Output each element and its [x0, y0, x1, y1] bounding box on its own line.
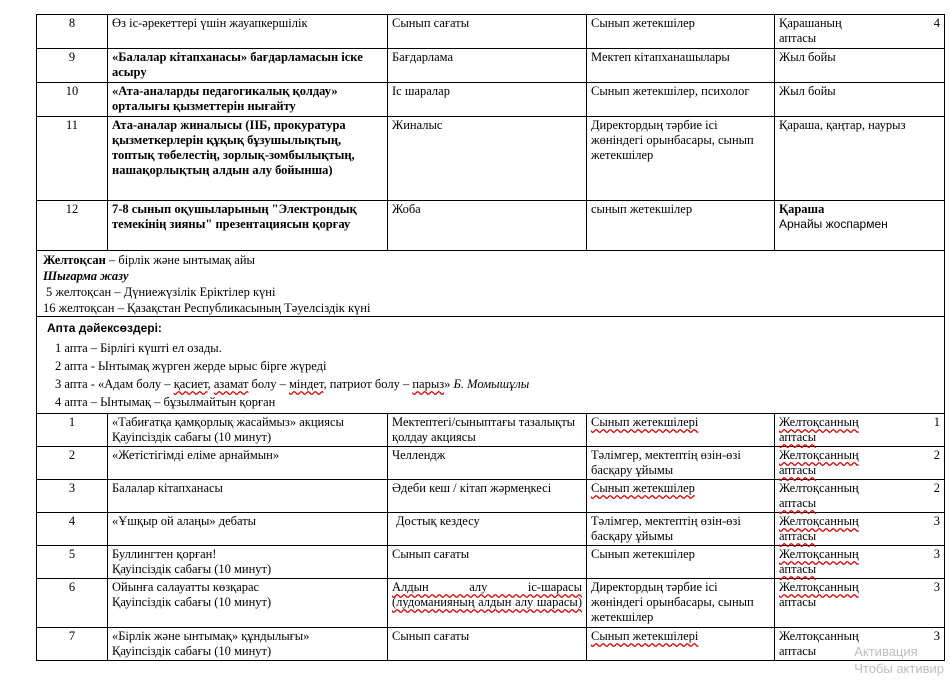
responsible-cell: Сынып жетекшілер — [587, 546, 775, 579]
table-row — [37, 546, 945, 579]
responsible-cell: сынып жетекшілер — [587, 201, 775, 251]
table-row — [37, 117, 945, 201]
table-row — [37, 49, 945, 83]
time-cell: Желтоқсанның 2 аптасы — [775, 480, 945, 513]
time-cell — [775, 15, 945, 49]
plan-table — [36, 14, 945, 661]
responsible-cell: Тәлімгер, мектептің өзін-өзі басқару ұйымы — [587, 513, 775, 546]
form-cell: Челлендж — [388, 447, 587, 480]
time-cell: Желтоқсанның 3 аптасы — [775, 579, 945, 628]
row-number: 5 — [37, 546, 108, 579]
event-cell: «Табиғатқа қамқорлық жасаймыз» акциясы Қауіпсіздік сабағы (10 минут) — [108, 414, 388, 447]
responsible-cell: Директордың тәрбие ісі жөніндегі орынбасары, сынып жетекшілер — [587, 579, 775, 628]
row-number: 4 — [37, 513, 108, 546]
activation-watermark: Активация Чтобы активир — [854, 644, 944, 676]
form-cell: Бағдарлама — [388, 49, 587, 83]
time-month: Қарашаның — [779, 16, 842, 30]
responsible-cell: Сынып жетекшілері — [587, 628, 775, 661]
motto-line: 2 апта - Ынтымақ жүрген жерде ырыс бірге жүреді — [55, 359, 327, 373]
date-line: 16 желтоқсан – Қазақстан Республикасының Тәуелсіздік күні — [43, 301, 371, 315]
row-number: 8 — [37, 15, 108, 49]
time-cell: Жыл бойы — [775, 83, 945, 117]
row-number: 10 — [37, 83, 108, 117]
row-number: 12 — [37, 201, 108, 251]
event-cell: Ата-аналар жиналысы (ІІБ, прокуратура қызметкерлерін құқық бұзушылықтың, топтық төбелестің, зорлық-зомбылықтың, нашақорлықтың алдын алу бойынша) — [108, 117, 388, 201]
responsible-cell: Мектеп кітапханашылары — [587, 49, 775, 83]
responsible-cell: Сынып жетекшілері — [587, 414, 775, 447]
event-cell: Буллингтен қорған! Қауіпсіздік сабағы (10 минут) — [108, 546, 388, 579]
date-line: 5 желтоқсан – Дүниежүзілік Еріктілер күні — [46, 285, 276, 299]
row-number: 7 — [37, 628, 108, 661]
month-title: Желтоқсан – бірлік және ынтымақ айы — [43, 253, 255, 267]
time-cell: Желтоқсанның 2 аптасы — [775, 447, 945, 480]
table-row — [37, 201, 945, 251]
form-cell: Іс шаралар — [388, 83, 587, 117]
event-cell: Балалар кітапханасы — [108, 480, 388, 513]
event-cell: «Бірлік және ынтымақ» құндылығы» Қауіпсіздік сабағы (10 минут) — [108, 628, 388, 661]
time-week: 4 — [933, 16, 940, 30]
time-cell: Желтоқсанның 3 аптасы — [775, 513, 945, 546]
table-row — [37, 628, 945, 661]
table-row — [37, 414, 945, 447]
table-row — [37, 480, 945, 513]
time-suffix: аптасы — [779, 31, 817, 45]
form-cell: Достық кездесу — [388, 513, 587, 546]
essay-label: Шығарма жазу — [43, 269, 129, 283]
form-cell: Сынып сағаты — [388, 546, 587, 579]
table-row — [37, 447, 945, 480]
responsible-cell: Сынып жетекшілер, психолог — [587, 83, 775, 117]
form-cell: Сынып сағаты — [388, 628, 587, 661]
form-cell: Жоба — [388, 201, 587, 251]
motto-line: 1 апта – Бірлігі күшті ел озады. — [55, 341, 222, 355]
time-note: Арнайы жоспармен — [779, 217, 888, 231]
event-cell: «Жетістігімді еліме арнаймын» — [108, 447, 388, 480]
responsible-cell: Сынып жетекшілер — [587, 480, 775, 513]
row-number: 3 — [37, 480, 108, 513]
table-row — [37, 513, 945, 546]
row-number: 9 — [37, 49, 108, 83]
event-cell: «Ұшқыр ой алаңы» дебаты — [108, 513, 388, 546]
form-cell: Сынып сағаты — [388, 15, 587, 49]
table-row — [37, 83, 945, 117]
responsible-cell: Тәлімгер, мектептің өзін-өзі басқару ұйымы — [587, 447, 775, 480]
form-cell: Әдеби кеш / кітап жәрмеңкесі — [388, 480, 587, 513]
time-cell: Желтоқсанның 3 аптасы — [775, 546, 945, 579]
event-cell: 7-8 сынып оқушыларының "Электрондық темекінің зияны" презентациясын қорғау — [108, 201, 388, 251]
table-row — [37, 15, 945, 49]
row-number: 11 — [37, 117, 108, 201]
event-cell: «Балалар кітапханасы» бағдарламасын іске асыру — [108, 49, 388, 83]
form-cell: Мектептегі/сыныптағы тазалықты қолдау акциясы — [388, 414, 587, 447]
time-cell: Қараша, қаңтар, наурыз — [775, 117, 945, 201]
motto-line: 3 апта - «Адам болу – қасиет, азамат болу – міндет, патриот болу – парыз» Б. Момышұлы — [55, 377, 530, 391]
motto-line: 4 апта – Ынтымақ – бұзылмайтын қорған — [55, 395, 276, 409]
time-cell: Жыл бойы — [775, 49, 945, 83]
time-cell: Желтоқсанның 3 аптасы — [775, 628, 945, 661]
time-month: Қараша — [779, 202, 825, 216]
row-number: 6 — [37, 579, 108, 628]
row-number: 1 — [37, 414, 108, 447]
table-row — [37, 579, 945, 628]
form-cell: Жиналыс — [388, 117, 587, 201]
event-cell: «Ата-аналарды педагогикалық қолдау» орталығы қызметтерін нығайту — [108, 83, 388, 117]
responsible-cell: Сынып жетекшілер — [587, 15, 775, 49]
document-page — [36, 14, 944, 661]
time-cell: Желтоқсанның 1 аптасы — [775, 414, 945, 447]
responsible-cell: Директордың тәрбие ісі жөніндегі орынбасары, сынып жетекшілер — [587, 117, 775, 201]
month-heading-row — [37, 251, 945, 317]
form-cell: Алдын алу іс-шарасы (лудоманияның алдын алу шарасы) — [388, 579, 587, 628]
event-cell: Өз іс-әрекеттері үшін жауапкершілік — [108, 15, 388, 49]
mottos-row — [37, 317, 945, 414]
mottos-title: Апта дәйексөздері: — [47, 321, 162, 335]
row-number: 2 — [37, 447, 108, 480]
time-cell — [775, 201, 945, 251]
event-cell: Ойынға салауатты көзқарас Қауіпсіздік сабағы (10 минут) — [108, 579, 388, 628]
